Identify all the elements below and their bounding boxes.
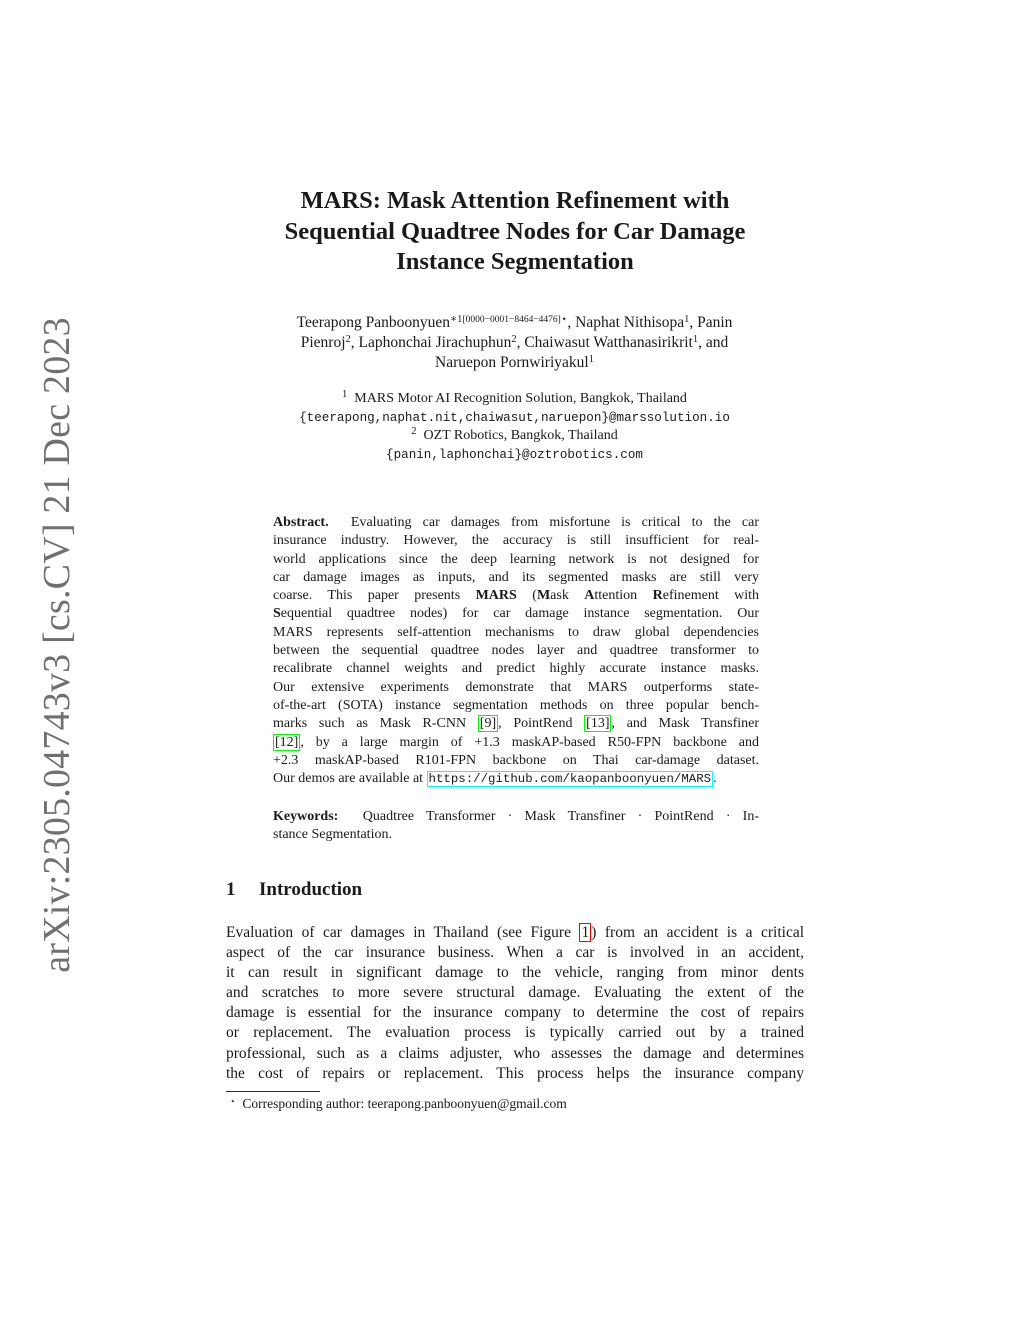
- abstract: [273, 514, 759, 788]
- corresponding-mark: ⋆: [560, 314, 568, 325]
- abstract-line: between the sequential quadtree nodes layer and quadtree transformer to: [273, 643, 759, 659]
- abstract-line: of-the-art (SOTA) instance segmentation methods on three popular bench-: [273, 697, 759, 713]
- affiliation-line: [222, 427, 807, 446]
- author-affil-mark: 2: [511, 334, 517, 345]
- title-line: Instance Segmentation: [396, 248, 634, 275]
- abstract-text: Our demos are available at: [273, 771, 424, 787]
- author-line: [222, 333, 807, 353]
- citation-link[interactable]: [13]: [586, 716, 610, 732]
- body-line: professional, such as a claims adjuster, who assesses the damage and determines: [226, 1044, 804, 1062]
- affiliation-mark: 1: [342, 389, 348, 400]
- title-line: Sequential Quadtree Nodes for Car Damage: [284, 217, 746, 245]
- affiliation-name: OZT Robotics, Bangkok, Thailand: [423, 428, 618, 443]
- affiliation-email: {teerapong,naphat.nit,chaiwasut,naruepon}@marssolution.io: [299, 410, 730, 425]
- affiliation-email: {panin,laphonchai}@oztrobotics.com: [386, 447, 643, 462]
- author-affil-mark: 1: [692, 334, 699, 345]
- affiliation-block: [222, 390, 807, 464]
- body-line: damage is essential for the insurance company to determine the cost of repairs: [226, 1004, 804, 1022]
- section-number: 1: [226, 879, 236, 900]
- abstract-line: [273, 770, 759, 788]
- method-name: MARS: [475, 588, 517, 604]
- body-line: it can result in significant damage to the vehicle, ranging from minor dents: [226, 964, 804, 982]
- keywords-label: Keywords:: [273, 809, 339, 824]
- abstract-line: recalibrate channel weights and predict highly accurate instance masks.: [273, 661, 759, 677]
- abstract-text: coarse. This paper presents: [273, 588, 461, 604]
- abstract-text: equential quadtree nodes) for car damage instance segmentation. Our: [280, 606, 759, 622]
- abstract-line: Our extensive experiments demonstrate that MARS outperforms state-: [273, 679, 759, 695]
- paper-title: [215, 186, 815, 278]
- abstract-line: car damage images as inputs, and its segmented masks are still very: [273, 569, 759, 585]
- figure-ref-link[interactable]: 1: [581, 924, 590, 941]
- abstract-line: [273, 734, 759, 752]
- body-line: the cost of repairs or replacement. This process helps the insurance company: [226, 1064, 804, 1082]
- author-name: Teerapong Panboonyuen: [296, 314, 451, 331]
- author-list: [222, 313, 807, 373]
- abstract-text: , by a large margin of +1.3 maskAP-based R50-FPN backbone and: [300, 734, 759, 750]
- author-name: , Panin: [689, 314, 733, 331]
- keywords-line: stance Segmentation.: [273, 827, 392, 843]
- affiliation-name: MARS Motor AI Recognition Solution, Bangkok, Thailand: [354, 391, 687, 406]
- keywords-line: [273, 808, 759, 826]
- abstract-text: .: [713, 771, 717, 787]
- abstract-line: world applications since the deep learning network is not designed for: [273, 551, 759, 567]
- abstract-text: ttention: [594, 588, 638, 604]
- author-line: [222, 353, 807, 373]
- abstract-text: Evaluating car damages from misfortune is critical to the car: [350, 515, 760, 530]
- abstract-line: insurance industry. However, the accuracy is still insufficient for real-: [273, 533, 759, 549]
- abstract-line: [273, 715, 759, 733]
- body-line: and scratches to more severe structural damage. Evaluating the extent of the: [226, 984, 804, 1002]
- keywords-text: Quadtree Transformer · Mask Transfiner · PointRend · In-: [362, 809, 760, 824]
- body-text: Evaluation of car damages in Thailand (see Figure: [226, 924, 571, 941]
- body-line: or replacement. The evaluation process is typically carried out by a trained: [226, 1024, 804, 1042]
- abstract-label: Abstract.: [273, 515, 329, 530]
- abstract-text: (: [532, 588, 537, 604]
- introduction-paragraph: [226, 923, 804, 1084]
- author-affil-mark: 1: [684, 314, 690, 325]
- abstract-line: [273, 587, 759, 605]
- github-url-link[interactable]: https://github.com/kaopanboonyuen/MARS: [428, 772, 712, 787]
- footnote: [230, 1096, 567, 1112]
- footnote-text: Corresponding author: teerapong.panboonyuen@gmail.com: [242, 1096, 567, 1111]
- author-conjunction: , and: [698, 334, 729, 351]
- author-name: Naruepon Pornwiriyakul: [435, 354, 589, 371]
- abstract-text: ask: [550, 588, 569, 604]
- abstract-text: marks such as Mask R-CNN: [273, 716, 467, 732]
- section-title: Introduction: [259, 879, 363, 900]
- citation-link[interactable]: [9]: [479, 716, 497, 732]
- abstract-text: efinement with: [662, 588, 760, 604]
- orcid-id: [0000−0001−8464−4476]: [462, 315, 561, 325]
- section-heading: [226, 879, 362, 901]
- keywords: [273, 808, 759, 845]
- acronym-letter: S: [273, 606, 281, 622]
- arxiv-side-stamp: arXiv:2305.04743v3 [cs.CV] 21 Dec 2023: [36, 317, 78, 973]
- abstract-line: +2.3 maskAP-based R101-FPN backbone on Thai car-damage dataset.: [273, 752, 759, 768]
- author-affil-mark: 2: [345, 334, 351, 345]
- acronym-letter: A: [584, 588, 595, 604]
- body-line: aspect of the car insurance business. When a car is involved in an accident,: [226, 944, 804, 962]
- footnote-rule: [226, 1091, 320, 1092]
- abstract-line: MARS represents self-attention mechanisms to draw global dependencies: [273, 624, 759, 640]
- abstract-text: , and Mask Transfiner: [611, 716, 759, 732]
- author-affil-mark: ∗1: [450, 314, 463, 325]
- acronym-letter: M: [536, 588, 551, 604]
- author-line: [222, 313, 807, 333]
- citation-link[interactable]: [12]: [275, 734, 299, 750]
- body-line: [226, 923, 804, 943]
- abstract-line: [273, 605, 759, 623]
- body-text: ) from an accident is a critical: [591, 924, 805, 941]
- author-name: , Laphonchai Jirachuphun: [350, 334, 512, 351]
- abstract-line: [273, 514, 759, 532]
- abstract-text: , PointRend: [498, 716, 573, 732]
- author-name: Pienroj: [300, 334, 346, 351]
- title-line: MARS: Mask Attention Refinement with: [300, 187, 730, 214]
- footnote-mark: ⋆: [230, 1096, 236, 1106]
- acronym-letter: R: [652, 588, 663, 604]
- affiliation-line: [222, 390, 807, 409]
- author-name: , Chaiwasut Watthanasirikrit: [516, 334, 693, 351]
- author-affil-mark: 1: [588, 354, 594, 365]
- author-name: , Naphat Nithisopa: [567, 314, 685, 331]
- affiliation-mark: 2: [411, 426, 417, 437]
